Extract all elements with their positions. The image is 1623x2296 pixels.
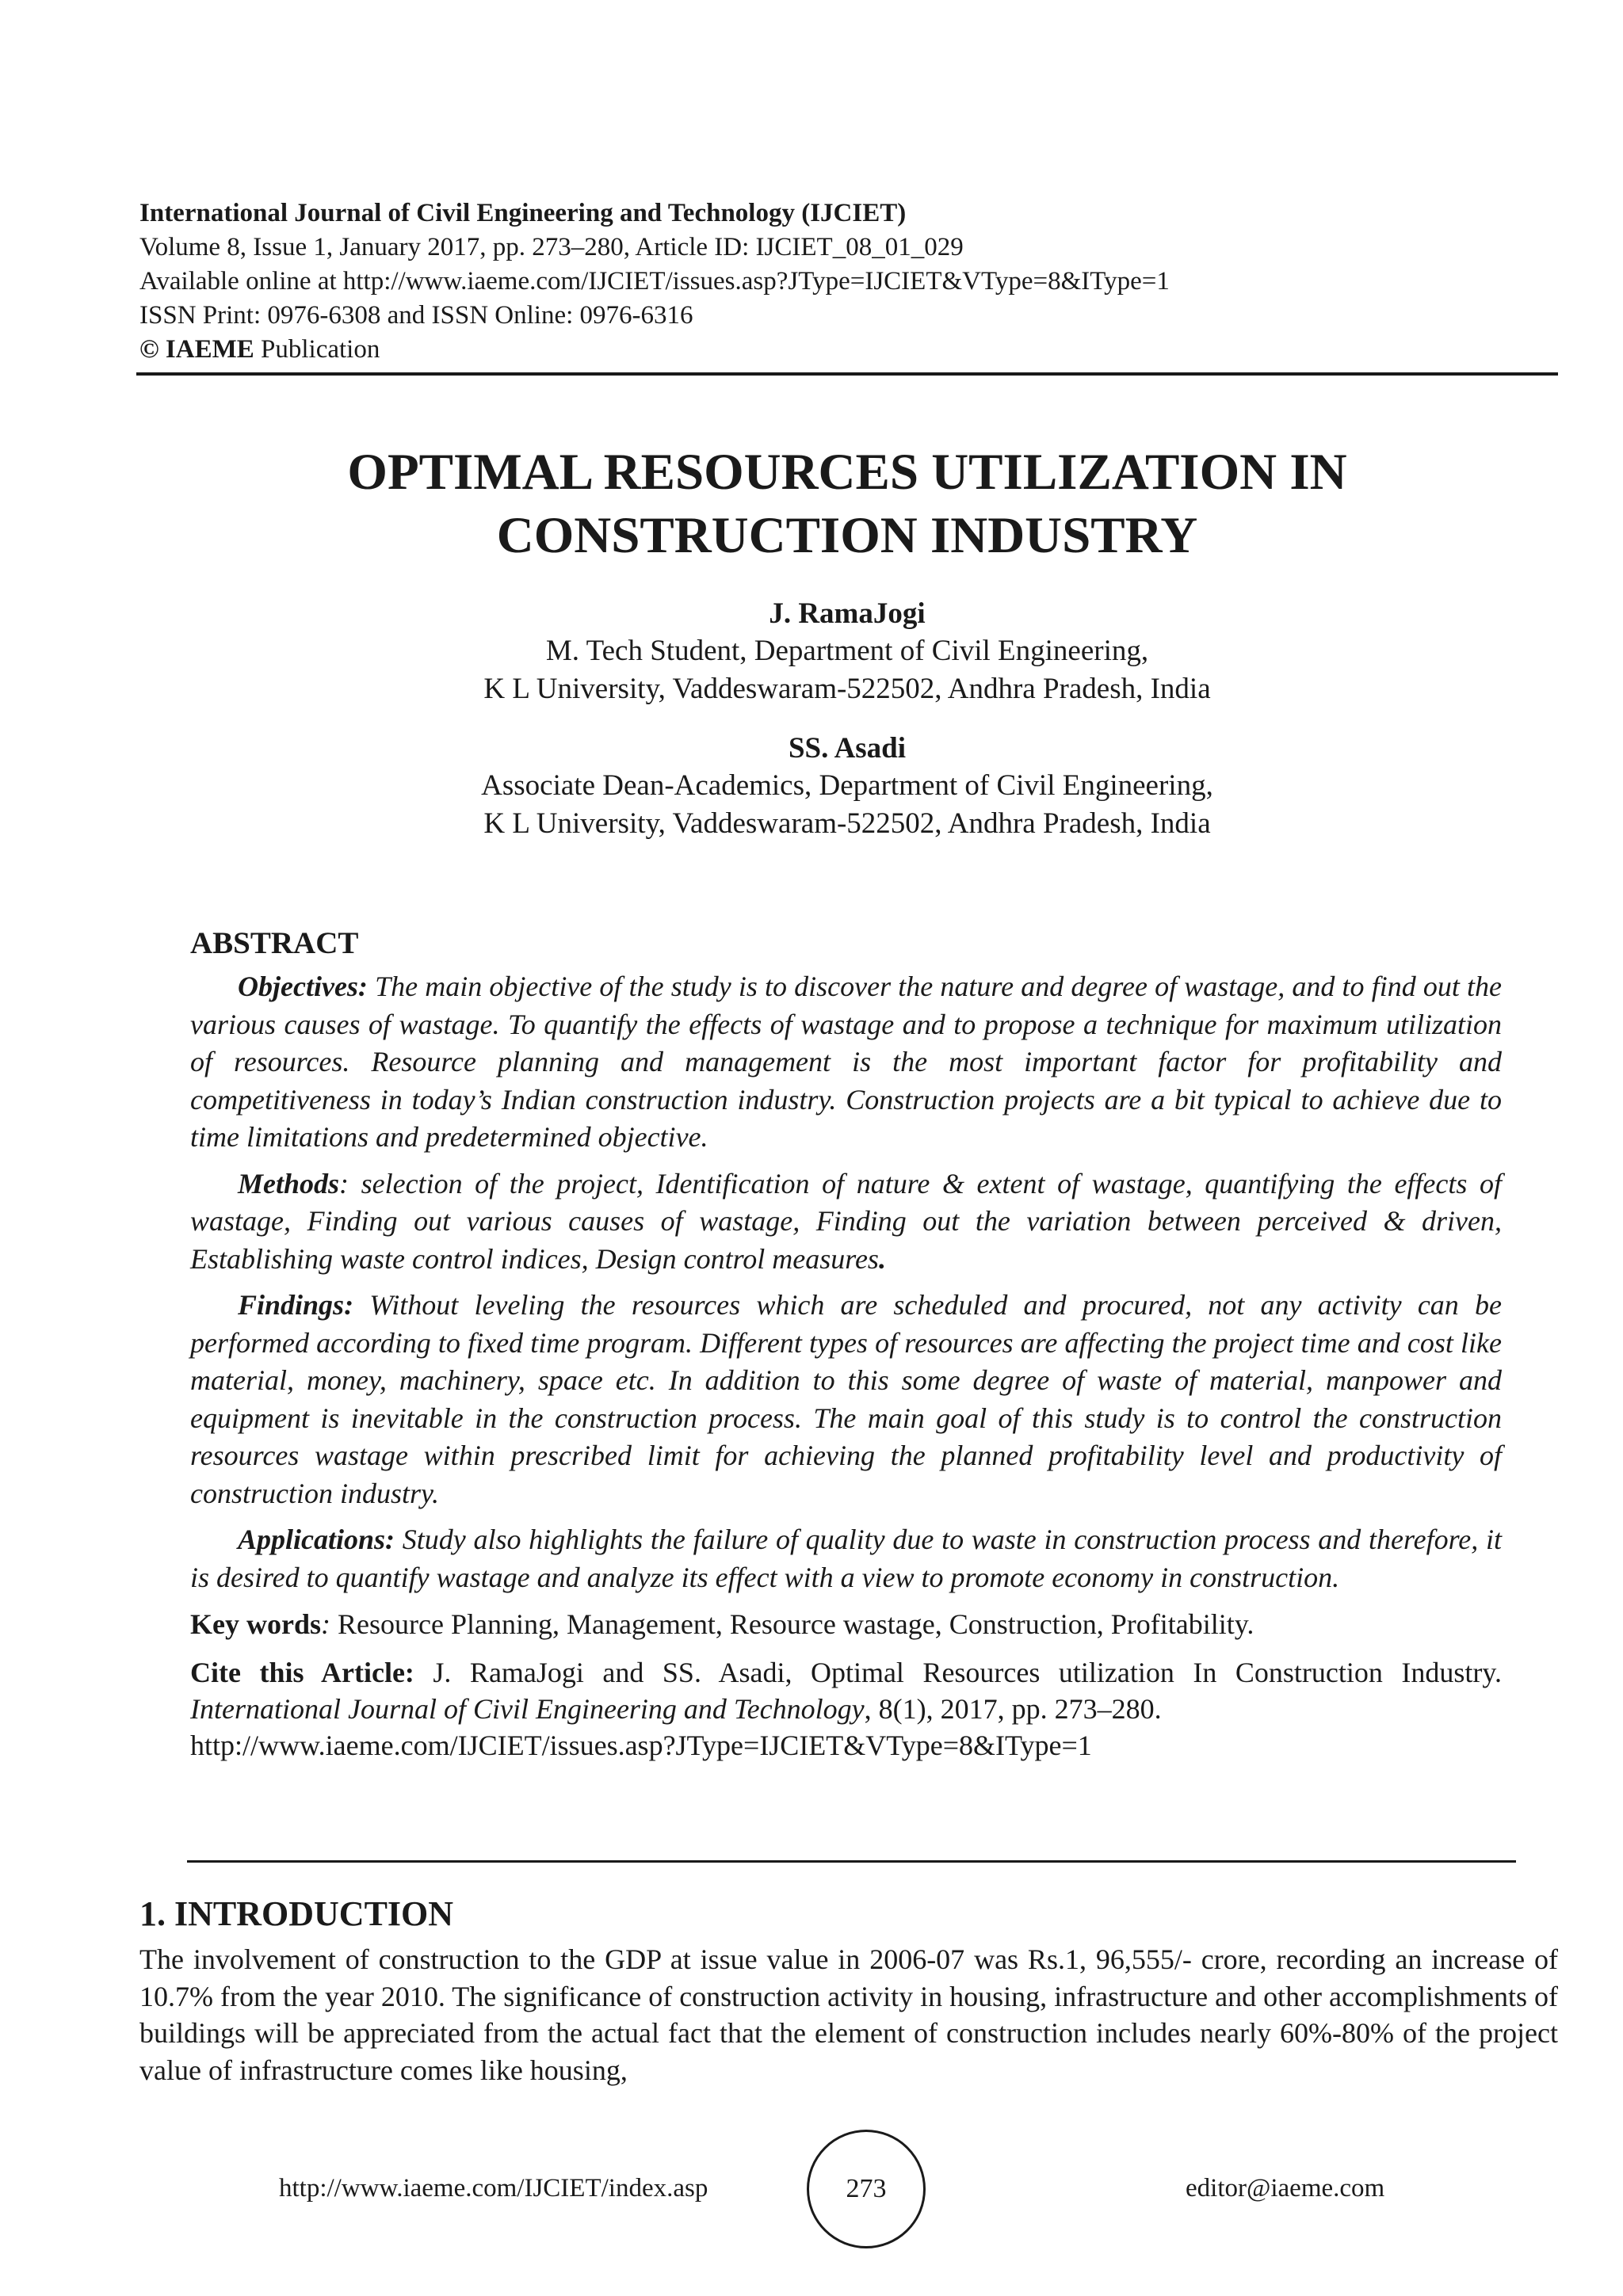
available-online-line: Available online at http://www.iaeme.com/IJCIET/issues.asp?JType=IJCIET&VType=8&IType=1 xyxy=(139,267,1170,296)
footer-email-link[interactable]: editor@iaeme.com xyxy=(1186,2174,1385,2203)
footer-url-link[interactable]: http://www.iaeme.com/IJCIET/index.asp xyxy=(279,2174,708,2203)
abstract-applications xyxy=(190,1521,1502,1596)
applications-label: Applications: xyxy=(238,1524,395,1555)
author-1 xyxy=(136,596,1558,708)
journal-header xyxy=(139,196,1558,367)
methods-label: Methods xyxy=(238,1167,340,1199)
author-2 xyxy=(136,730,1558,843)
introduction-heading: 1. INTRODUCTION xyxy=(139,1894,454,1933)
keywords xyxy=(190,1605,1502,1643)
author-name: J. RamaJogi xyxy=(769,597,926,630)
cite-text: J. RamaJogi and SS. Asadi, Optimal Resources utilization In Construction Industry. xyxy=(414,1657,1502,1688)
publisher-line xyxy=(139,333,1558,367)
keywords-text: Resource Planning, Management, Resource wastage, Construction, Profitability. xyxy=(330,1608,1254,1640)
author-affiliation: K L University, Vaddeswaram-522502, Andhra Pradesh, India xyxy=(483,807,1211,840)
citation-divider xyxy=(187,1860,1516,1863)
volume-line: Volume 8, Issue 1, January 2017, pp. 273–280, Article ID: IJCIET_08_01_029 xyxy=(139,233,964,261)
title-line-1: OPTIMAL RESOURCES UTILIZATION IN xyxy=(347,444,1347,501)
findings-label: Findings: xyxy=(238,1289,354,1321)
methods-text: : selection of the project, Identification of nature & extent of wastage, quantifying the effects of wastage, Finding out various causes of wastage, Finding out the variation between perceived & driven, Establishing waste control indices, Design control measures xyxy=(190,1167,1502,1275)
introduction-text: The involvement of construction to the GDP at issue value in 2006-07 was Rs.1, 96,555/- crore, recording an increase of 10.7% from the year 2010. The significance of construction activity in housing, infrastructure and other accomplishments of buildings will be appreciated from the actual fact that the element of construction includes nearly 60%-80% of the project value of infrastructure comes like housing, xyxy=(139,1943,1558,2086)
cite-journal: International Journal of Civil Engineering and Technology xyxy=(190,1693,865,1725)
journal-name: International Journal of Civil Engineering and Technology (IJCIET) xyxy=(139,199,907,227)
cite-label: Cite this Article: xyxy=(190,1657,414,1688)
objectives-label: Objectives: xyxy=(238,971,368,1002)
abstract-objectives xyxy=(190,968,1502,1157)
issn-line: ISSN Print: 0976-6308 and ISSN Online: 0976-6316 xyxy=(139,301,693,330)
citation xyxy=(190,1654,1502,1727)
copyright-symbol: © xyxy=(139,335,159,364)
cite-url-link[interactable]: http://www.iaeme.com/IJCIET/issues.asp?JType=IJCIET&VType=8&IType=1 xyxy=(190,1730,1092,1761)
publisher-name: IAEME xyxy=(165,335,254,364)
paper-title xyxy=(136,441,1558,567)
header-divider xyxy=(136,372,1558,376)
page-number: 273 xyxy=(807,2130,926,2248)
author-affiliation: Associate Dean-Academics, Department of Civil Engineering, xyxy=(481,769,1213,802)
title-line-2: CONSTRUCTION INDUSTRY xyxy=(496,507,1198,564)
introduction-section xyxy=(139,1892,1558,2088)
abstract-heading: ABSTRACT xyxy=(190,926,359,960)
findings-text: Without leveling the resources which are scheduled and procured, not any activity can be performed according to fixed time program. Different types of resources are affecting the project time and cost like material, money, machinery, space etc. In addition to this some degree of waste of material, manpower and equipment is inevitable in the construction process. The main goal of this study is to control the construction resources wastage within prescribed limit for achieving the planned profitability level and productivity of construction industry. xyxy=(190,1289,1502,1509)
objectives-text: The main objective of the study is to discover the nature and degree of wastage, and to find out the various causes of wastage. To quantify the effects of wastage and to propose a technique for maximum utilization of resources. Resource planning and management is the most important factor for profitability and competitiveness in today’s Indian construction industry. Construction projects are a bit typical to achieve due to time limitations and predetermined objective. xyxy=(190,971,1502,1153)
abstract-findings xyxy=(190,1287,1502,1512)
cite-rest: , 8(1), 2017, pp. 273–280. xyxy=(864,1693,1162,1725)
author-block xyxy=(136,596,1558,843)
applications-text: Study also highlights the failure of quality due to waste in construction process and therefore, it is desired to quantify wastage and analyze its effect with a view to promote economy in construction. xyxy=(190,1524,1502,1593)
methods-end: . xyxy=(878,1242,886,1275)
author-affiliation: M. Tech Student, Department of Civil Engineering, xyxy=(545,635,1149,667)
author-affiliation: K L University, Vaddeswaram-522502, Andhra Pradesh, India xyxy=(483,673,1211,705)
keywords-label: Key words xyxy=(190,1608,321,1640)
keywords-colon: : xyxy=(321,1608,330,1640)
abstract-methods xyxy=(190,1165,1502,1279)
author-name: SS. Asadi xyxy=(788,732,907,765)
publisher-suffix: Publication xyxy=(254,335,380,364)
abstract-section xyxy=(190,924,1502,1764)
